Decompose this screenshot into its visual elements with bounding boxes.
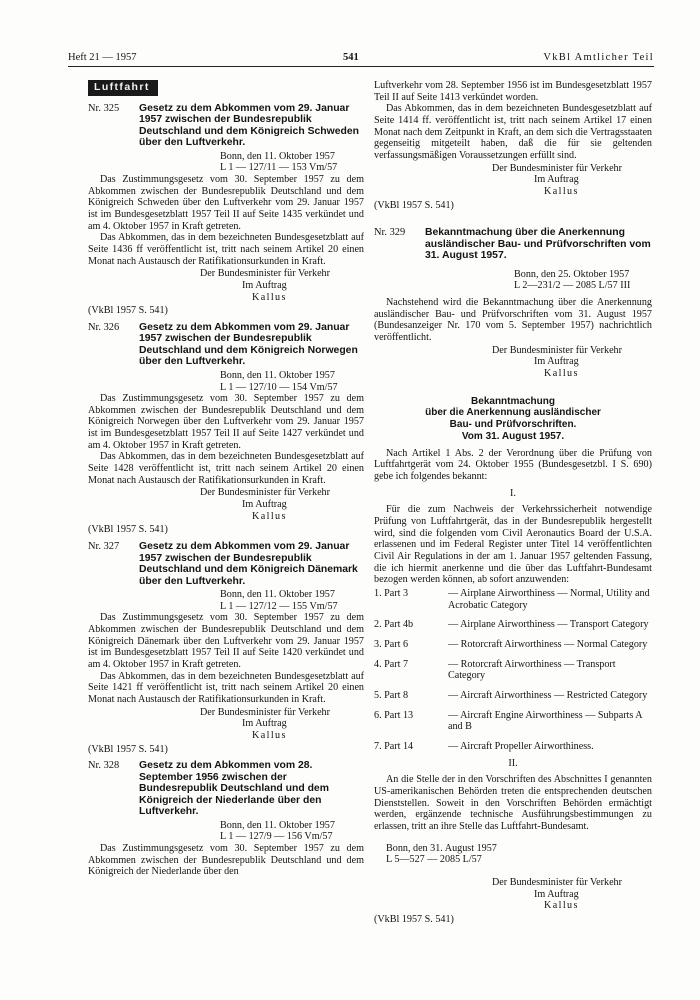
entry-number: Nr. 325 bbox=[88, 102, 120, 114]
list-item: 1. Part 3 — Airplane Airworthiness — Normal, Utility and Acrobatic Category bbox=[374, 588, 650, 611]
citation: (VkBl 1957 S. 541) bbox=[374, 913, 454, 925]
entry-ref-code: L 2—231/2 — 2085 L/57 III bbox=[514, 280, 631, 292]
list-item: 5. Part 8 — Aircraft Airworthiness — Restricted Category bbox=[374, 689, 648, 701]
announcement-title-line: Bau- und Prüfvorschriften. bbox=[449, 419, 577, 431]
entry-number: Nr. 328 bbox=[88, 760, 120, 772]
entry-329 bbox=[374, 227, 652, 379]
citation: (VkBl 1957 S. 541) bbox=[88, 305, 168, 317]
entry-paragraph: Das Abkommen, das in dem bezeichneten Bundesgesetzblatt auf Seite 1436 ff veröffentlicht ist, tritt nach seinem Artikel 20 einen Monat nach Austausch der Ratifikationsurkunden in Kraft. bbox=[88, 232, 364, 267]
entry-date: Bonn, den 25. Oktober 1957 bbox=[514, 268, 630, 280]
header-rule bbox=[68, 66, 654, 67]
page-number: 541 bbox=[343, 52, 359, 63]
section-text: An die Stelle der in den Vorschriften des Abschnittes I genannten US-amerikanischen Behörden treten die entsprechenden deutschen Dienststellen. Soweit in den Vorschriften Behörden ermächtigt werden, ergänzende technische Ausführungsbestimmungen zu erlassen, tritt an ihre Stelle das Luftfahrt-Bundesamt. bbox=[374, 774, 652, 832]
entry-ref-code: L 1 — 127/12 — 155 Vm/57 bbox=[220, 600, 338, 612]
entry-title: Bekanntmachung über die Anerkennung ausländischer Bau- und Prüfvorschriften vom 31. August 1957. bbox=[425, 227, 651, 262]
signature-auftrag: Im Auftrag bbox=[242, 718, 287, 730]
signature-block bbox=[492, 345, 652, 380]
entry-paragraph: Nachstehend wird die Bekanntmachung über die Anerkennung ausländischer Bau- und Prüfvorschriften vom 31. August 1957 (Bundesanzeiger Nr. 170 vom 5. September 1957) nachrichtlich veröffentlicht. bbox=[374, 297, 652, 343]
continuation-paragraph: Das Abkommen, das in dem bezeichneten Bundesgesetzblatt auf Seite 1414 ff. veröffentlicht ist, tritt nach seinem Artikel 17 einen Monat nach dem Zeitpunkt in Kraft, an dem sich die Vertragsstaaten gegenseitig mitgeteilt haben, daß die für sie geltenden verfassungsmäßigen Voraussetzungen erfüllt sind. bbox=[374, 103, 652, 161]
continuation-paragraph: Luftverkehr vom 28. September 1956 ist im Bundesgesetzblatt 1957 Teil II auf Seite 1413 verkündet worden. bbox=[374, 80, 652, 103]
signature-auftrag: Im Auftrag bbox=[242, 279, 287, 291]
entry-paragraph: Das Zustimmungsgesetz vom 30. September 1957 zu dem Abkommen zwischen der Bundesrepublik Deutschland und dem Königreich der Niederlande über den bbox=[88, 843, 364, 878]
signature-name: Kallus bbox=[252, 729, 287, 741]
signature-org: Der Bundesminister für Verkehr bbox=[200, 706, 330, 718]
signature-name: Kallus bbox=[252, 510, 287, 522]
section-label: Luftfahrt bbox=[88, 80, 158, 96]
issue-label: Heft 21 — 1957 bbox=[68, 52, 137, 63]
signature-name: Kallus bbox=[252, 291, 287, 303]
section-numeral: II. bbox=[508, 757, 518, 769]
entry-paragraph: Das Abkommen, das in dem bezeichneten Bundesgesetzblatt auf Seite 1428 veröffentlicht ist, tritt nach seinem Artikel 20 einen Monat nach Austausch der Ratifikationsurkunden in Kraft. bbox=[88, 451, 364, 486]
signature-name: Kallus bbox=[544, 900, 579, 912]
entry-title: Gesetz zu dem Abkommen vom 28. September 1956 zwischen der Bundesrepublik Deutschland und dem Königreich der Niederlande über den Luftverkehr. bbox=[139, 760, 329, 818]
publication-label: VkBl Amtlicher Teil bbox=[543, 52, 654, 63]
entry-title: Gesetz zu dem Abkommen vom 29. Januar 1957 zwischen der Bundesrepublik Deutschland und dem Königreich Schweden über den Luftverkehr. bbox=[139, 102, 359, 149]
entry-326 bbox=[88, 322, 364, 536]
section-text: Für die zum Nachweis der Verkehrssicherheit notwendige Prüfung von Luftfahrtgerät, das in der Bundesrepublik hergestellt wird, sind die folgenden vom Civil Aeronautics Board der U.S.A. erlassenen und im Federal Register unter Titel 14 veröffentlichten Civil Air Regulations in der am 1. Januar 1957 geltenden Fassung, die ich hiermit anerkenne und die über das Luftfahrt-Bundesamt bezogen werden können, ab sofort anzuwenden: bbox=[374, 504, 652, 586]
entry-number: Nr. 326 bbox=[88, 321, 120, 333]
entry-paragraph: Das Zustimmungsgesetz vom 30. September 1957 zu dem Abkommen zwischen der Bundesrepublik Deutschland und dem Königreich Schweden über den Luftverkehr vom 29. Januar 1957 ist im Bundesgesetzblatt 1957 Teil II auf Seite 1435 verkündet und am 4. Oktober 1957 in Kraft getreten. bbox=[88, 173, 364, 232]
entry-ref-code: L 1 — 127/10 — 154 Vm/57 bbox=[220, 381, 338, 393]
signature-block bbox=[200, 268, 364, 303]
entry-number: Nr. 327 bbox=[88, 541, 120, 553]
left-column bbox=[88, 80, 364, 878]
announcement-date: Vom 31. August 1957. bbox=[461, 431, 565, 443]
right-column bbox=[374, 80, 652, 925]
entry-325 bbox=[88, 103, 364, 317]
signature-org: Der Bundesminister für Verkehr bbox=[200, 268, 330, 280]
entry-date: Bonn, den 11. Oktober 1957 bbox=[220, 150, 335, 162]
signature-auftrag: Im Auftrag bbox=[534, 356, 579, 368]
list-item: 3. Part 6 — Rotorcraft Airworthiness — Normal Category bbox=[374, 639, 648, 650]
announcement-preamble: Nach Artikel 1 Abs. 2 der Verordnung über die Prüfung von Luftfahrtgerät vom 24. Oktober 1955 (Bundesgesetzbl. I S. 690) gebe ich folgendes bekannt: bbox=[374, 447, 652, 483]
list-item: 7. Part 14 — Aircraft Propeller Airworthiness. bbox=[374, 740, 594, 752]
entry-title: Gesetz zu dem Abkommen vom 29. Januar 1957 zwischen der Bundesrepublik Deutschland und dem Königreich Dänemark über den Luftverkehr. bbox=[139, 541, 358, 587]
list-item: 2. Part 4b — Airplane Airworthiness — Transport Category bbox=[374, 619, 649, 631]
signature-block bbox=[492, 163, 652, 198]
entry-date: Bonn, den 11. Oktober 1957 bbox=[220, 369, 335, 381]
entry-number: Nr. 329 bbox=[374, 227, 406, 239]
entry-ref-code: L 1 — 127/11 — 153 Vm/57 bbox=[220, 162, 338, 174]
entry-328 bbox=[88, 760, 364, 878]
list-item: 4. Part 7 — Rotorcraft Airworthiness — Transport Category bbox=[374, 658, 616, 682]
signature-block bbox=[200, 707, 364, 742]
signature-name: Kallus bbox=[544, 185, 579, 197]
entry-paragraph: Das Abkommen, das in dem bezeichneten Bundesgesetzblatt auf Seite 1421 ff veröffentlicht ist, tritt nach seinem Artikel 20 einen Monat nach Austausch der Ratifikationsurkunden in Kraft. bbox=[88, 670, 364, 705]
closing-date: Bonn, den 31. August 1957 bbox=[386, 842, 497, 854]
section-numeral: I. bbox=[510, 487, 516, 499]
signature-auftrag: Im Auftrag bbox=[534, 174, 579, 186]
entry-date: Bonn, den 11. Oktober 1957 bbox=[220, 589, 335, 601]
entry-title: Gesetz zu dem Abkommen vom 29. Januar 1957 zwischen der Bundesrepublik Deutschland und dem Königreich Norwegen über den Luftverkehr. bbox=[139, 321, 358, 368]
list-item: 6. Part 13 — Aircraft Engine Airworthiness — Subparts A and B bbox=[374, 709, 643, 733]
parts-list bbox=[374, 588, 652, 753]
citation: (VkBl 1957 S. 541) bbox=[374, 199, 454, 211]
signature-org: Der Bundesminister für Verkehr bbox=[200, 487, 330, 499]
signature-org: Der Bundesminister für Verkehr bbox=[492, 344, 622, 356]
signature-block bbox=[492, 877, 652, 912]
entry-paragraph: Das Zustimmungsgesetz vom 30. September 1957 zu dem Abkommen zwischen der Bundesrepublik Deutschland und dem Königreich Norwegen über den Luftverkehr vom 29. Januar 1957 ist im Bundesgesetzblatt 1957 Teil II auf Seite 1427 verkündet und am 4. Oktober 1957 in Kraft getreten. bbox=[88, 393, 364, 451]
closing-ref: L 5—527 — 2085 L/57 bbox=[386, 854, 482, 866]
announcement-title-line: über die Anerkennung ausländischer bbox=[425, 407, 601, 419]
entry-327 bbox=[88, 541, 364, 755]
entry-ref-code: L 1 — 127/9 — 156 Vm/57 bbox=[220, 831, 333, 843]
signature-org: Der Bundesminister für Verkehr bbox=[492, 162, 622, 174]
announcement-title-line: Bekanntmachung bbox=[471, 395, 555, 407]
signature-name: Kallus bbox=[544, 367, 579, 379]
signature-auftrag: Im Auftrag bbox=[534, 888, 579, 900]
entry-paragraph: Das Zustimmungsgesetz vom 30. September 1957 zu dem Abkommen zwischen der Bundesrepublik Deutschland und dem Königreich Dänemark über den Luftverkehr vom 29. Januar 1957 ist im Bundesgesetzblatt 1957 Teil II auf Seite 1420 verkündet und am 4. Oktober 1957 in Kraft getreten. bbox=[88, 612, 364, 670]
signature-block bbox=[200, 487, 364, 522]
signature-auftrag: Im Auftrag bbox=[242, 499, 287, 511]
citation: (VkBl 1957 S. 541) bbox=[88, 743, 168, 755]
signature-org: Der Bundesminister für Verkehr bbox=[492, 876, 622, 888]
announcement bbox=[374, 396, 652, 926]
citation: (VkBl 1957 S. 541) bbox=[88, 524, 168, 536]
entry-date: Bonn, den 11. Oktober 1957 bbox=[220, 819, 335, 831]
